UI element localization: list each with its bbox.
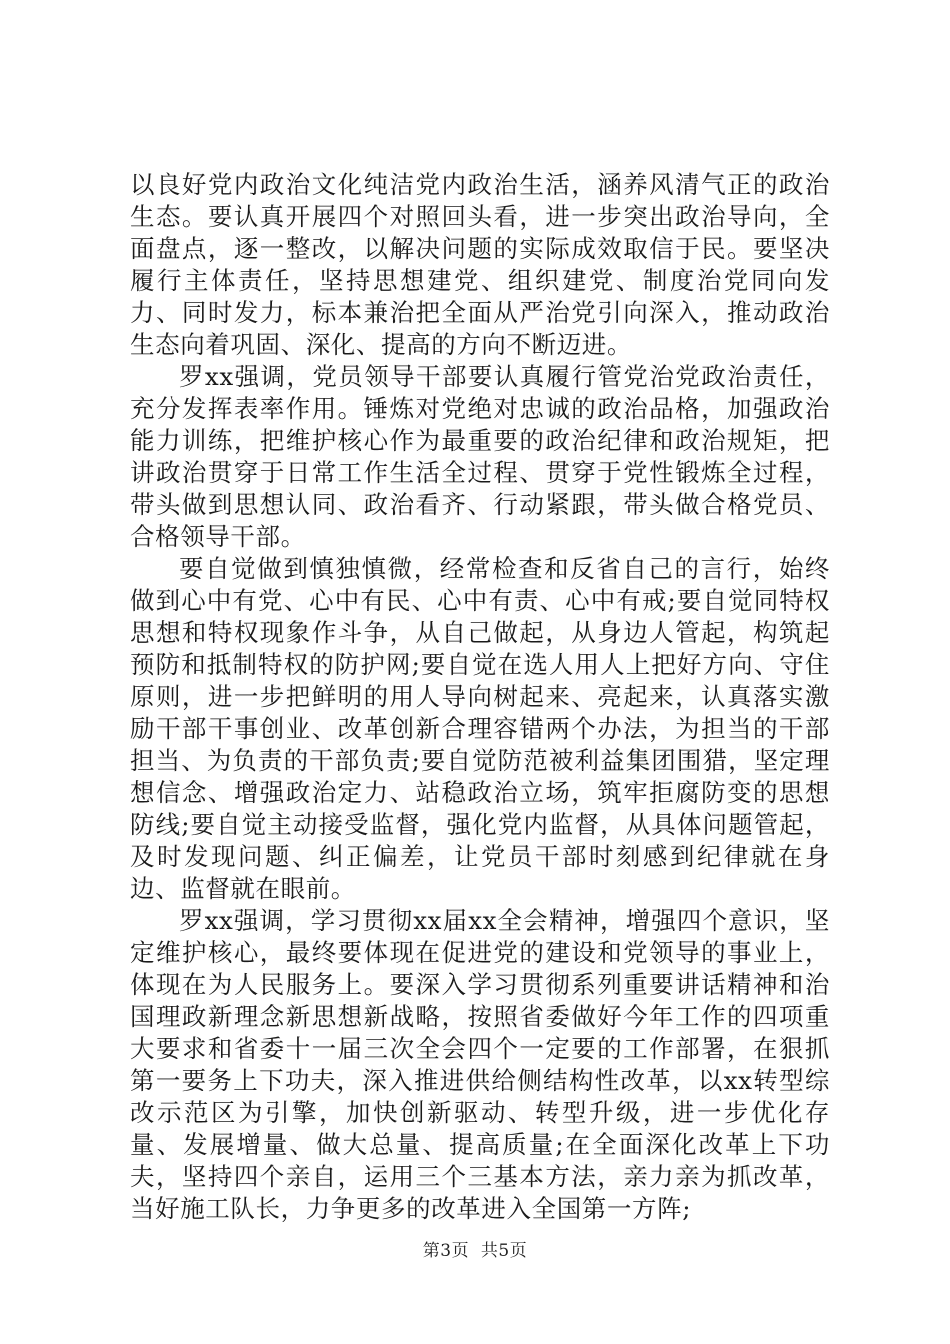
paragraph-2: 罗xx强调，党员领导干部要认真履行管党治党政治责任，充分发挥表率作用。锤炼对党绝对忠诚的政治品格，加强政治能力训练，把维护核心作为最重要的政治纪律和政治规矩，把讲政治贯穿于日常工作生活全过程、贯穿于党性锻炼全过程，带头做到思想认同、政治看齐、行动紧跟，带头做合格党员、合格领导干部。	[130, 362, 830, 551]
paragraph-4: 罗xx强调，学习贯彻xx届xx全会精神，增强四个意识，坚定维护核心，最终要体现在促进党的建设和党领导的事业上，体现在为人民服务上。要深入学习贯彻系列重要讲话精神和治国理政新理念新思想新战略，按照省委做好今年工作的四项重大要求和省委十一届三次全会四个一定要的工作部署，在狠抓第一要务上下功夫，深入推进供给侧结构性改革，以xx转型综改示范区为引擎，加快创新驱动、转型升级，进一步优化存量、发展增量、做大总量、提高质量;在全面深化改革上下功夫，坚持四个亲自，运用三个三基本方法，亲力亲为抓改革，当好施工队长，力争更多的改革进入全国第一方阵;	[130, 906, 830, 1223]
paragraph-1: 以良好党内政治文化纯洁党内政治生活，涵养风清气正的政治生态。要认真开展四个对照回头看，进一步突出政治导向，全面盘点，逐一整改，以解决问题的实际成效取信于民。要坚决履行主体责任，坚持思想建党、组织建党、制度治党同向发力、同时发力，标本兼治把全面从严治党引向深入，推动政治生态向着巩固、深化、提高的方向不断迈进。	[130, 170, 830, 359]
document-body	[130, 169, 830, 1225]
page-total: 共5页	[480, 1241, 528, 1261]
page-footer	[0, 1240, 950, 1262]
footer-separator	[469, 1241, 481, 1261]
page-number: 第3页	[422, 1241, 470, 1261]
paragraph-3: 要自觉做到慎独慎微，经常检查和反省自己的言行，始终做到心中有党、心中有民、心中有责、心中有戒;要自觉同特权思想和特权现象作斗争，从自己做起，从身边人管起，构筑起预防和抵制特权的防护网;要自觉在选人用人上把好方向、守住原则，进一步把鲜明的用人导向树起来、亮起来，认真落实激励干部干事创业、改革创新合理容错两个办法，为担当的干部担当、为负责的干部负责;要自觉防范被利益集团围猎，坚定理想信念、增强政治定力、站稳政治立场，筑牢拒腐防变的思想防线;要自觉主动接受监督，强化党内监督，从具体问题管起，及时发现问题、纠正偏差，让党员干部时刻感到纪律就在身边、监督就在眼前。	[130, 554, 830, 903]
